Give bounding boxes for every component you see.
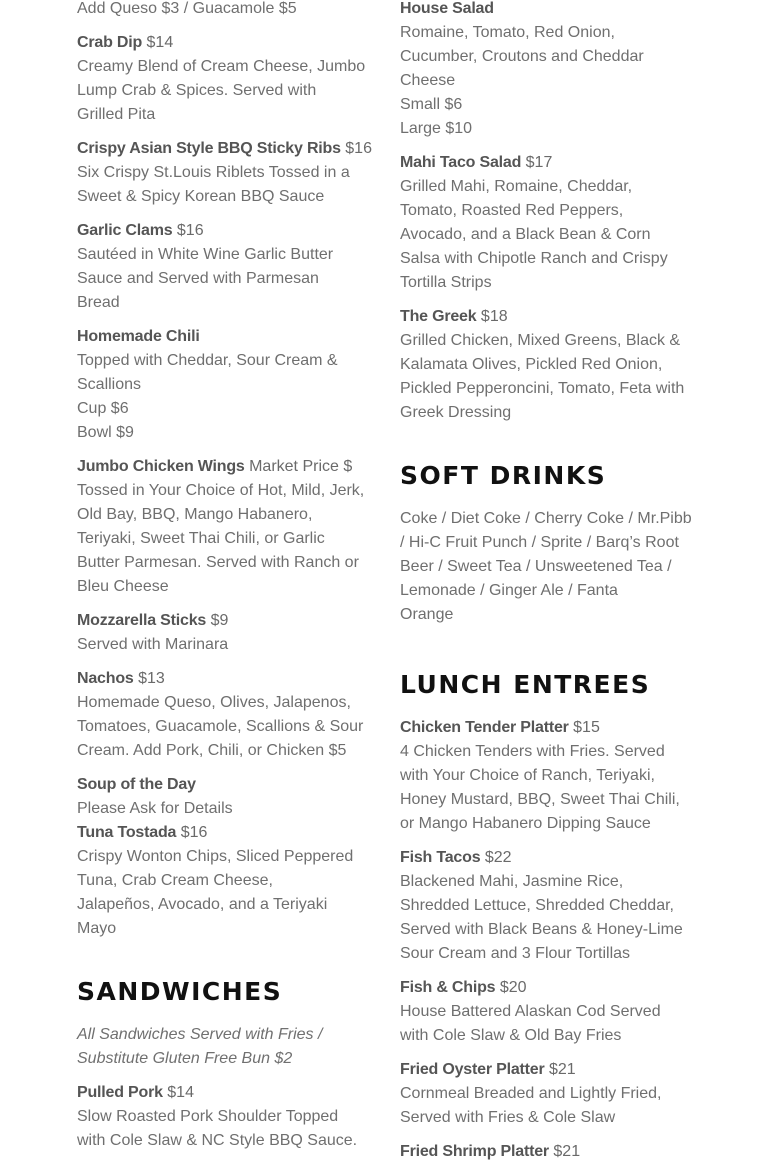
menu-item-description: Creamy Blend of Cream Cheese, Jumbo [77,58,366,75]
soft-drinks-line: Beer / Sweet Tea / Unsweetened Tea / [400,558,672,575]
sandwiches-note-line: Substitute Gluten Free Bun $2 [77,1050,293,1067]
sandwiches-note-line: All Sandwiches Served with Fries / [77,1026,323,1043]
menu-item-description: Scallions [77,376,142,393]
menu-item-description: Mayo [77,920,117,937]
menu-item-price: $9 [210,612,229,629]
menu-item-description: Honey Mustard, BBQ, Sweet Thai Chili, [400,791,680,808]
menu-item-description: with Your Choice of Ranch, Teriyaki, [400,767,655,784]
sandwiches-note [77,1023,372,1071]
menu-item [400,846,695,966]
menu-item-price: $14 [146,34,174,51]
menu-item-description: Crispy Wonton Chips, Sliced Peppered [77,848,354,865]
menu-item-header [77,821,372,845]
menu-item-description: Jalapeños, Avocado, and a Teriyaki [77,896,328,913]
menu-item-description: Romaine, Tomato, Red Onion, [400,24,615,41]
menu-item-description: Slow Roasted Pork Shoulder Topped [77,1108,339,1125]
menu-item-price: $16 [180,824,208,841]
menu-item-description: Teriyaki, Sweet Thai Chili, or Garlic [77,530,325,547]
menu-item-header [77,455,372,479]
menu-item-price: $17 [525,154,553,171]
menu-item-description: Cheese [400,72,456,89]
left-column [77,0,372,1163]
menu-item-name: Nachos [77,670,134,687]
sandwich-list [77,1081,372,1153]
menu-item-name: Fish Tacos [400,849,481,866]
menu-item-header [77,609,372,633]
menu-item-header [77,325,372,349]
menu-item-price: $21 [548,1061,576,1078]
menu-item-description: Blackened Mahi, Jasmine Rice, [400,873,624,890]
menu-item-header [77,137,372,161]
menu-item-description: Sauce and Served with Parmesan [77,270,319,287]
menu-item-header [400,846,695,870]
menu-item-price: $20 [499,979,527,996]
menu-item-description: Served with Fries & Cole Slaw [400,1109,616,1126]
menu-item-description: Bread [77,294,120,311]
menu-item [77,773,372,821]
menu-item-description: Old Bay, BBQ, Mango Habanero, [77,506,313,523]
menu-item-description: Topped with Cheddar, Sour Cream & [77,352,338,369]
menu-item [400,976,695,1048]
menu-item [400,1058,695,1130]
menu-item-description: Sour Cream and 3 Flour Tortillas [400,945,631,962]
menu-item-header [400,976,695,1000]
menu-item-description: Grilled Chicken, Mixed Greens, Black & [400,332,681,349]
menu-item-description: Cornmeal Breaded and Lightly Fried, [400,1085,662,1102]
menu-item-header [400,305,695,329]
menu-item-description: Pickled Pepperoncini, Tomato, Feta with [400,380,685,397]
soft-drinks-list [400,507,695,627]
right-column [400,0,695,1174]
menu-item-description: Butter Parmesan. Served with Ranch or [77,554,359,571]
lunch-entree-list [400,716,695,1164]
menu-item-name: Fried Shrimp Platter [400,1143,549,1160]
menu-item-header [77,219,372,243]
menu-item-price: $15 [573,719,600,736]
menu-item-description: Served with Black Beans & Honey-Lime [400,921,683,938]
menu-item-name: Mozzarella Sticks [77,612,207,629]
menu-item-name: Tuna Tostada [77,824,177,841]
menu-item-price: $22 [484,849,512,866]
menu-item-description: Tomato, Roasted Red Peppers, [400,202,624,219]
menu-item-description: Cup $6 [77,400,129,417]
menu-item [400,151,695,295]
menu-item-header [400,1058,695,1082]
menu-item-price: $14 [167,1084,194,1101]
menu-item [77,325,372,445]
menu-item-description: Homemade Queso, Olives, Jalapenos, [77,694,351,711]
menu-item-header [77,773,372,797]
soft-drinks-line: Coke / Diet Coke / Cherry Coke / Mr.Pibb [400,510,692,527]
menu-item-description: Tuna, Crab Cream Cheese, [77,872,273,889]
menu-item-name: Crispy Asian Style BBQ Sticky Ribs [77,140,341,157]
menu-item-name: House Salad [400,0,494,17]
menu-item-description: Served with Marinara [77,636,229,653]
appetizer-list [77,31,372,941]
soft-drinks-line: Lemonade / Ginger Ale / Fanta [400,582,618,599]
menu-item-name: Garlic Clams [77,222,173,239]
menu-item-price: $16 [176,222,204,239]
menu-item-name: Jumbo Chicken Wings [77,458,245,475]
menu-item-price: $13 [138,670,165,687]
menu-item [77,219,372,315]
menu-item-description: Sweet & Spicy Korean BBQ Sauce [77,188,325,205]
menu-item-header [400,0,695,21]
menu-item-description: Cucumber, Croutons and Cheddar [400,48,644,65]
lunch-entrees-heading: LUNCH ENTREES [400,670,651,699]
menu-item-description: Shredded Lettuce, Shredded Cheddar, [400,897,674,914]
menu-item-description: Salsa with Chipotle Ranch and Crispy [400,250,668,267]
menu-item-name: The Greek [400,308,477,325]
menu-item-header [77,1081,372,1105]
menu-item-header [400,716,695,740]
menu-item-name: Fish & Chips [400,979,496,996]
menu-item [77,31,372,127]
menu-item-price: $21 [553,1143,581,1160]
menu-item-description: Grilled Mahi, Romaine, Cheddar, [400,178,633,195]
soft-drinks-heading: SOFT DRINKS [400,461,607,490]
sandwiches-heading: SANDWICHES [77,977,283,1006]
menu-item-header [400,151,695,175]
menu-item [400,0,695,141]
menu-item-name: Homemade Chili [77,328,200,345]
menu-item-name: Chicken Tender Platter [400,719,569,736]
menu-item [77,137,372,209]
menu-item-description: Bowl $9 [77,424,134,441]
menu-item-price: $18 [480,308,508,325]
menu-item-header [77,31,372,55]
soft-drinks-line: Orange [400,606,454,623]
menu-item-name: Pulled Pork [77,1084,163,1101]
menu-item-description: Six Crispy St.Louis Riblets Tossed in a [77,164,350,181]
menu-item-name: Mahi Taco Salad [400,154,522,171]
menu-item-description: Grilled Pita [77,106,156,123]
menu-item [77,821,372,941]
menu-item-description: Sautéed in White Wine Garlic Butter [77,246,334,263]
menu-item-description: Kalamata Olives, Pickled Red Onion, [400,356,663,373]
menu-item-description: Tortilla Strips [400,274,492,291]
menu-item-price: $16 [345,140,372,157]
menu-item-description: or Mango Habanero Dipping Sauce [400,815,651,832]
menu-item-description: Avocado, and a Black Bean & Corn [400,226,651,243]
menu-item-description: Lump Crab & Spices. Served with [77,82,317,99]
menu-item-description: Tomatoes, Guacamole, Scallions & Sour [77,718,364,735]
menu-item-description: 4 Chicken Tenders with Fries. Served [400,743,665,760]
menu-item-description: Greek Dressing [400,404,512,421]
add-ons-note: Add Queso $3 / Guacamole $5 [77,0,297,17]
menu-item [77,1081,372,1153]
menu-item-header [77,667,372,691]
menu-item [400,716,695,836]
menu-item-description: Tossed in Your Choice of Hot, Mild, Jerk, [77,482,365,499]
menu-item-price: Market Price $ [249,458,353,475]
menu-item [77,609,372,657]
menu-item-description: Cream. Add Pork, Chili, or Chicken $5 [77,742,347,759]
menu-item-name: Crab Dip [77,34,143,51]
menu-item-name: Soup of the Day [77,776,196,793]
menu-item-description: with Cole Slaw & Old Bay Fries [400,1027,622,1044]
menu-item-description: with Cole Slaw & NC Style BBQ Sauce. [77,1132,358,1149]
menu-item [77,455,372,599]
menu-item [77,667,372,763]
menu-item-description: Bleu Cheese [77,578,169,595]
menu-item-description: Large $10 [400,120,473,137]
menu-item-description: Please Ask for Details [77,800,233,817]
menu-item-description: Small $6 [400,96,463,113]
menu-item-header [400,1140,695,1164]
salad-list [400,0,695,425]
soft-drinks-line: / Hi-C Fruit Punch / Sprite / Barq’s Root [400,534,679,551]
menu-item [400,1140,695,1164]
menu-item-description: House Battered Alaskan Cod Served [400,1003,661,1020]
menu-item-name: Fried Oyster Platter [400,1061,545,1078]
menu-item [400,305,695,425]
